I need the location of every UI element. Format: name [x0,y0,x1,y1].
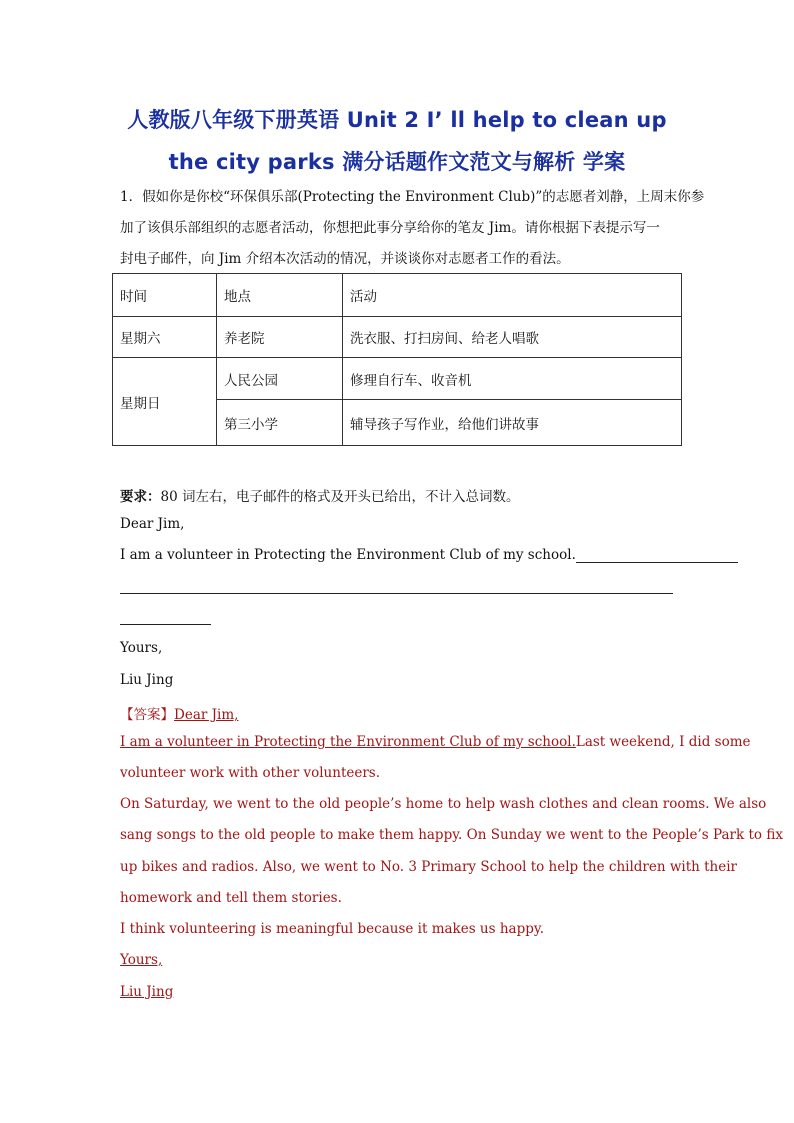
answer-blank[interactable] [576,548,738,563]
answer-opening-rest: Last weekend, I did some [575,734,751,750]
answer-line-5: up bikes and radios. Also, we went to No. 3 Primary School to help the children with their [120,859,738,875]
requirement-text: 80 词左右，电子邮件的格式及开头已给出，不计入总词数。 [160,489,520,505]
requirement-label: 要求： [120,489,161,505]
answer-line-3: On Saturday, we went to the old people’s home to help wash clothes and clean rooms. We also [120,796,767,812]
question-line-3: 封电子邮件，向 Jim 介绍本次活动的情况，并谈谈你对志愿者工作的看法。 [120,251,570,267]
answer-header [120,703,238,723]
answer-closing: Yours, [120,952,163,968]
cell-place: 养老院 [217,317,343,358]
page-title-line-1: 人教版八年级下册英语 Unit 2 I’ ll help to clean up [127,108,667,132]
cell-day: 星期六 [113,317,217,358]
answer-line-4: sang songs to the old people to make them happy. On Sunday we went to the People’s Park to fix [120,827,783,843]
header-place: 地点 [217,274,343,317]
question-line-1: 1．假如你是你校“环保俱乐部(Protecting the Environment Club)”的志愿者刘静，上周末你参 [120,189,705,205]
cell-place: 人民公园 [217,358,343,400]
answer-label: 【答案】 [120,707,174,723]
cell-activity: 洗衣服、打扫房间、给老人唱歌 [343,317,682,358]
answer-line-7: I think volunteering is meaningful because it makes us happy. [120,921,544,937]
header-activity: 活动 [343,274,682,317]
activity-table [112,273,682,446]
template-closing: Yours, [120,640,163,656]
answer-name: Liu Jing [120,984,174,1000]
question-line-2: 加了该俱乐部组织的志愿者活动，你想把此事分享给你的笔友 Jim。请你根据下表提示写一 [120,220,660,236]
cell-place: 第三小学 [217,400,343,446]
answer-blank-line[interactable] [120,624,211,625]
table-header-row [113,274,682,317]
answer-blank-line[interactable] [120,593,673,594]
template-greeting: Dear Jim, [120,516,185,532]
answer-line-1 [120,734,751,750]
table-row [113,317,682,358]
cell-day: 星期日 [113,358,217,446]
answer-greeting: Dear Jim, [174,707,239,723]
cell-activity: 修理自行车、收音机 [343,358,682,400]
answer-line-2: volunteer work with other volunteers. [120,765,381,781]
cell-activity: 辅导孩子写作业，给他们讲故事 [343,400,682,446]
answer-opening: I am a volunteer in Protecting the Environment Club of my school. [120,734,576,750]
page-title-line-2: the city parks 满分话题作文范文与解析 学案 [168,150,626,174]
header-time: 时间 [113,274,217,317]
template-opening-line [120,547,738,563]
answer-line-6: homework and tell them stories. [120,890,342,906]
requirement [120,485,519,505]
table-row [113,358,682,400]
template-opening: I am a volunteer in Protecting the Environment Club of my school. [120,547,576,563]
template-name: Liu Jing [120,672,174,688]
